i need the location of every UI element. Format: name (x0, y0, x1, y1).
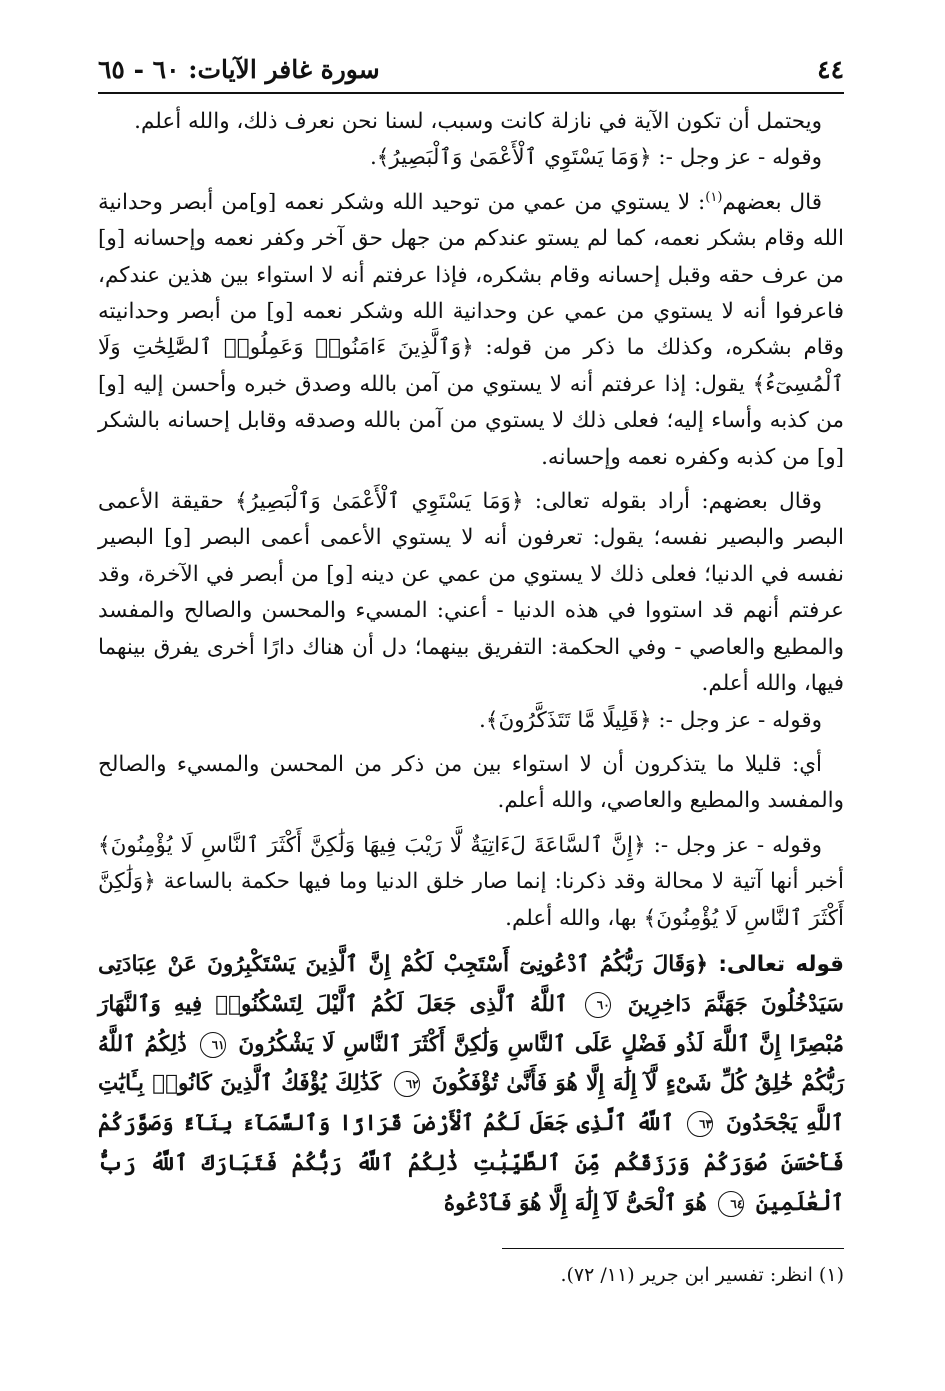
header-rule (98, 92, 844, 94)
ayah-number-marker: ٦١ (200, 1032, 226, 1058)
paragraph-3-body: : لا يستوي من عمي من توحيد الله وشكر نعمه [و]من أبصر وحدانية الله وقام بشكر نعمه، كما لم يستو عندكم من جهل حق آخر وكفر نعمه وإحسانه [و] من عرف حقه وقبل إحسانه وقام بشكره، فإذا عرفتم أنه لا استواء بين هذين عندكم، فاعرفوا أنه لا يستوي من عمي عن وحدانية الله وشكر نعمه [و] من أبصر وحدانيته وقام بشكره، وكذلك ما ذكر من قوله: ﴿وَٱلَّذِينَ ءَامَنُوا۟ وَعَمِلُوا۟ ٱلصَّٰلِحَٰتِ وَلَا ٱلْمُسِىٓءُ﴾ يقول: إذا عرفتم أنه لا يستوي من آمن بالله وصدق خبره وأحسن إليه [و] من كذبه وأساء إليه؛ فعلى ذلك لا يستوي من آمن بالله وصدقه وقابل إحسانه بالشكر [و] من كذبه وكفره نعمه وإحسانه. (98, 189, 844, 470)
paragraph-4: وقال بعضهم: أراد بقوله تعالى: ﴿وَمَا يَسْتَوِي ٱلْأَعْمَىٰ وَٱلْبَصِيرُ﴾ حقيقة الأعمى البصر والبصير نفسه؛ يقول: تعرفون أنه لا يستوي الأعمى أعمى البصر [و] البصير نفسه في الدنيا؛ فعلى ذلك لا يستوي من عمي عن دينه [و] من أبصر في الآخرة، وقد عرفتم أنهم قد استووا في هذه الدنيا - أعني: المسيء والمحسن والصالح والمفسد والمطيع والعاصي - وفي الحكمة: التفريق بينهما؛ دل أن هناك دارًا أخرى يفرق بينهما فيها، والله أعلم. (98, 489, 844, 697)
verses-label: قوله تعالى: (718, 951, 844, 977)
verse-65: هُوَ ٱلْحَىُّ لَآ إِلَٰهَ إِلَّا هُوَ فَٱدْعُوهُ (443, 1190, 707, 1216)
page-number: ٤٤ (817, 55, 844, 84)
verse-63: كَذَٰلِكَ يُؤْفَكُ ٱلَّذِينَ كَانُوا۟ بِـَٔايَٰتِ ٱللَّهِ يَجْحَدُونَ (98, 1071, 844, 1137)
footnote: (١) انظر: تفسير ابن جرير (١١/ ٧٢). (560, 1264, 844, 1286)
footnote-ref[interactable]: (١) (705, 189, 723, 205)
ayah-number-marker: ٦٢ (394, 1071, 420, 1097)
paragraph-3-lead: قال بعضهم (722, 189, 822, 215)
page-header (98, 52, 844, 88)
footnote-separator (502, 1248, 844, 1249)
verse-64: ٱللَّهُ ٱلَّذِى جَعَلَ لَكُمُ ٱلْأَرْضَ قَرَارًا وَٱلسَّمَآءَ بِنَآءً وَصَوَّرَكُمْ فَأَحْسَنَ صُوَرَكُمْ وَرَزَقَكُم مِّنَ ٱلطَّيِّبَٰتِ ذَٰلِكُمُ ٱللَّهُ رَبُّكُمْ فَتَبَارَكَ ٱللَّهُ رَبُّ ٱلْعَٰلَمِينَ (98, 1111, 844, 1216)
paragraph-2: وقوله - عز وجل -: ﴿وَمَا يَسْتَوِي ٱلْأَعْمَىٰ وَٱلْبَصِيرُ﴾. (369, 145, 822, 171)
ayah-number-marker: ٦٤ (718, 1191, 744, 1217)
ayah-number-marker: ٦٣ (687, 1111, 713, 1137)
paragraph-1: ويحتمل أن تكون الآية في نازلة كانت وسبب، لسنا نحن نعرف ذلك، والله أعلم. (134, 109, 822, 134)
paragraph-7: وقوله - عز وجل -: ﴿إِنَّ ٱلسَّاعَةَ لَءَاتِيَةٌ لَّا رَيْبَ فِيهَا وَلَٰكِنَّ أَكْثَرَ ٱلنَّاسِ لَا يُؤْمِنُونَ﴾ أخبر أنها آتية لا محالة وقد ذكرنا: إنما صار خلق الدنيا وما فيها حكمة بالساعة ﴿وَلَٰكِنَّ أَكْثَرَ ٱلنَّاسِ لَا يُؤْمِنُونَ﴾ بها، والله أعلم. (98, 832, 844, 931)
verse-60: ﴿وَقَالَ رَبُّكُمُ ٱدْعُونِىٓ أَسْتَجِبْ لَكُمْ إِنَّ ٱلَّذِينَ يَسْتَكْبِرُونَ عَنْ عِبَادَتِى سَيَدْخُلُونَ جَهَنَّمَ دَاخِرِينَ (98, 951, 844, 1017)
running-title: سورة غافر الآيات: ٦٠ - ٦٥ (98, 55, 380, 84)
paragraph-6: أي: قليلا ما يتذكرون أن لا استواء بين من ذكر من المحسن والمسيء والصالح والمفسد والمطيع والعاصي، والله أعلم. (98, 751, 844, 814)
verse-62: ذَٰلِكُمُ ٱللَّهُ رَبُّكُمْ خَٰلِقُ كُلِّ شَىْءٍ لَّآ إِلَٰهَ إِلَّا هُوَ فَأَنَّىٰ تُؤْفَكُونَ (98, 1031, 844, 1097)
commentary-body (98, 104, 844, 937)
paragraph-3 (98, 185, 844, 476)
ayah-number-marker: ٦٠ (585, 992, 611, 1018)
quran-verses-block (98, 945, 844, 1224)
paragraph-5: وقوله - عز وجل -: ﴿قَلِيلًا مَّا تَتَذَكَّرُونَ﴾. (479, 707, 822, 733)
verse-61: ٱللَّهُ ٱلَّذِى جَعَلَ لَكُمُ ٱلَّيْلَ لِتَسْكُنُوا۟ فِيهِ وَٱلنَّهَارَ مُبْصِرًا إِنَّ ٱللَّهَ لَذُو فَضْلٍ عَلَى ٱلنَّاسِ وَلَٰكِنَّ أَكْثَرَ ٱلنَّاسِ لَا يَشْكُرُونَ (98, 991, 844, 1057)
book-page (98, 52, 844, 1372)
